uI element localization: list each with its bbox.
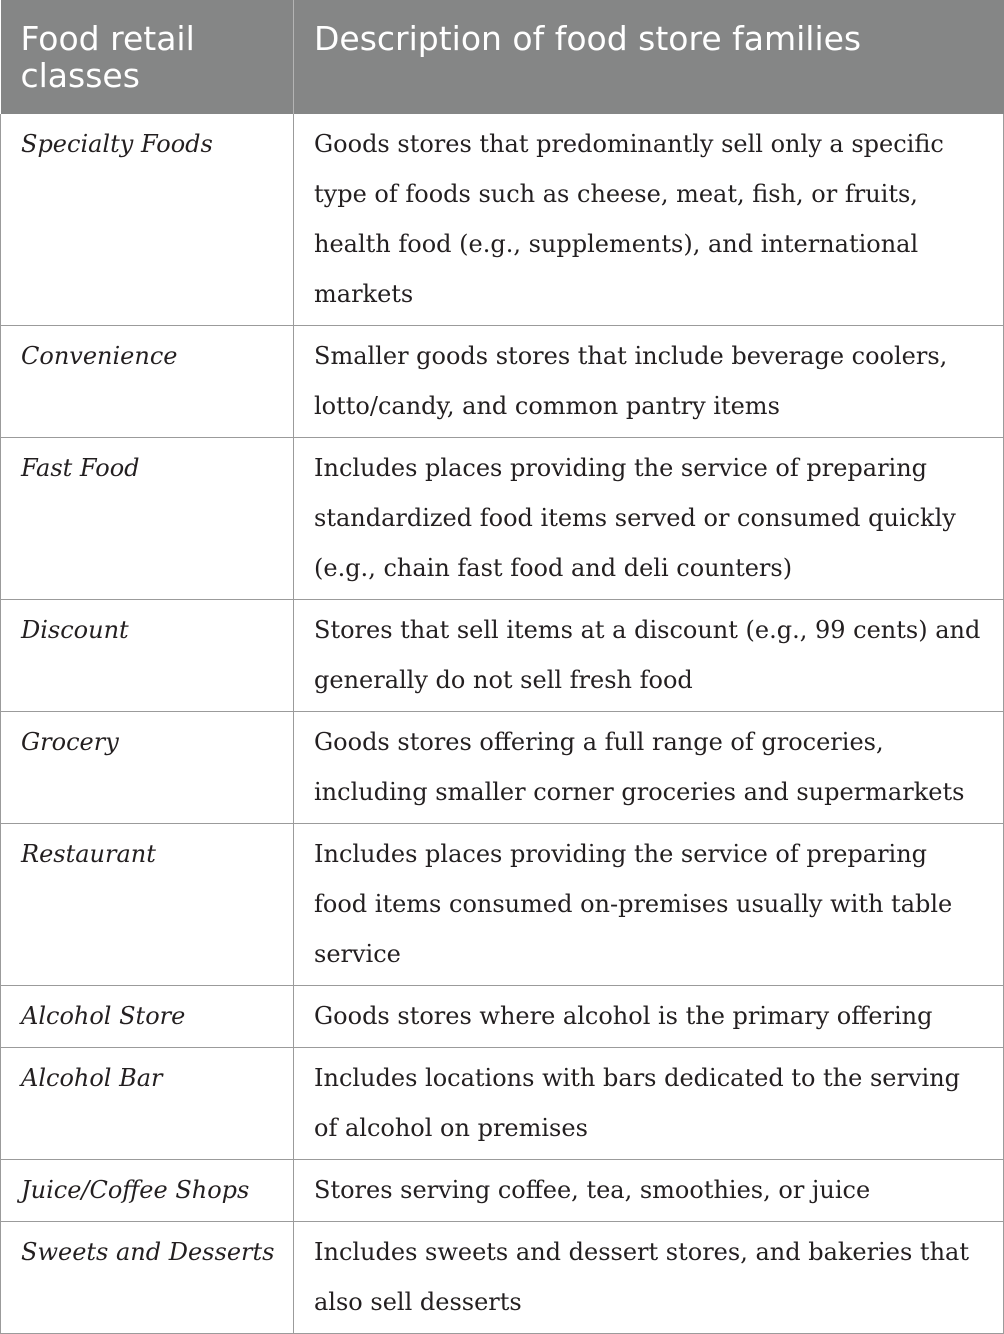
table-header bbox=[1, 0, 1004, 114]
description-cell: Includes sweets and dessert stores, and bakeries that also sell desserts bbox=[294, 1222, 1004, 1334]
class-cell: Grocery bbox=[1, 712, 294, 824]
table-row bbox=[1, 1048, 1004, 1160]
description-cell: Stores serving coffee, tea, smoothies, or juice bbox=[294, 1160, 1004, 1222]
class-cell: Discount bbox=[1, 600, 294, 712]
description-cell: Stores that sell items at a discount (e.g., 99 cents) and generally do not sell fresh food bbox=[294, 600, 1004, 712]
table-row bbox=[1, 326, 1004, 438]
description-cell: Smaller goods stores that include beverage coolers, lotto/candy, and common pantry items bbox=[294, 326, 1004, 438]
description-cell: Includes places providing the service of preparing food items consumed on-premises usually with table service bbox=[294, 824, 1004, 986]
description-cell: Goods stores offering a full range of groceries, including smaller corner groceries and supermarkets bbox=[294, 712, 1004, 824]
table-row bbox=[1, 986, 1004, 1048]
header-description: Description of food store families bbox=[294, 0, 1004, 114]
table-row bbox=[1, 1222, 1004, 1334]
table-body bbox=[1, 114, 1004, 1334]
header-row bbox=[1, 0, 1004, 114]
table-row bbox=[1, 712, 1004, 824]
class-cell: Sweets and Desserts bbox=[1, 1222, 294, 1334]
description-cell: Goods stores where alcohol is the primary offering bbox=[294, 986, 1004, 1048]
table-row bbox=[1, 824, 1004, 986]
description-cell: Includes places providing the service of preparing standardized food items served or consumed quickly (e.g., chain fast food and deli counters) bbox=[294, 438, 1004, 600]
class-cell: Fast Food bbox=[1, 438, 294, 600]
class-cell: Convenience bbox=[1, 326, 294, 438]
class-cell: Alcohol Store bbox=[1, 986, 294, 1048]
class-cell: Juice/Coffee Shops bbox=[1, 1160, 294, 1222]
description-cell: Includes locations with bars dedicated to the serving of alcohol on premises bbox=[294, 1048, 1004, 1160]
table-row bbox=[1, 600, 1004, 712]
table-row bbox=[1, 1160, 1004, 1222]
class-cell: Restaurant bbox=[1, 824, 294, 986]
table-row bbox=[1, 438, 1004, 600]
description-cell: Goods stores that predominantly sell only a specific type of foods such as cheese, meat, fish, or fruits, health food (e.g., supplements), and international markets bbox=[294, 114, 1004, 326]
table-row bbox=[1, 114, 1004, 326]
header-food-retail-classes: Food retail classes bbox=[1, 0, 294, 114]
class-cell: Specialty Foods bbox=[1, 114, 294, 326]
class-cell: Alcohol Bar bbox=[1, 1048, 294, 1160]
